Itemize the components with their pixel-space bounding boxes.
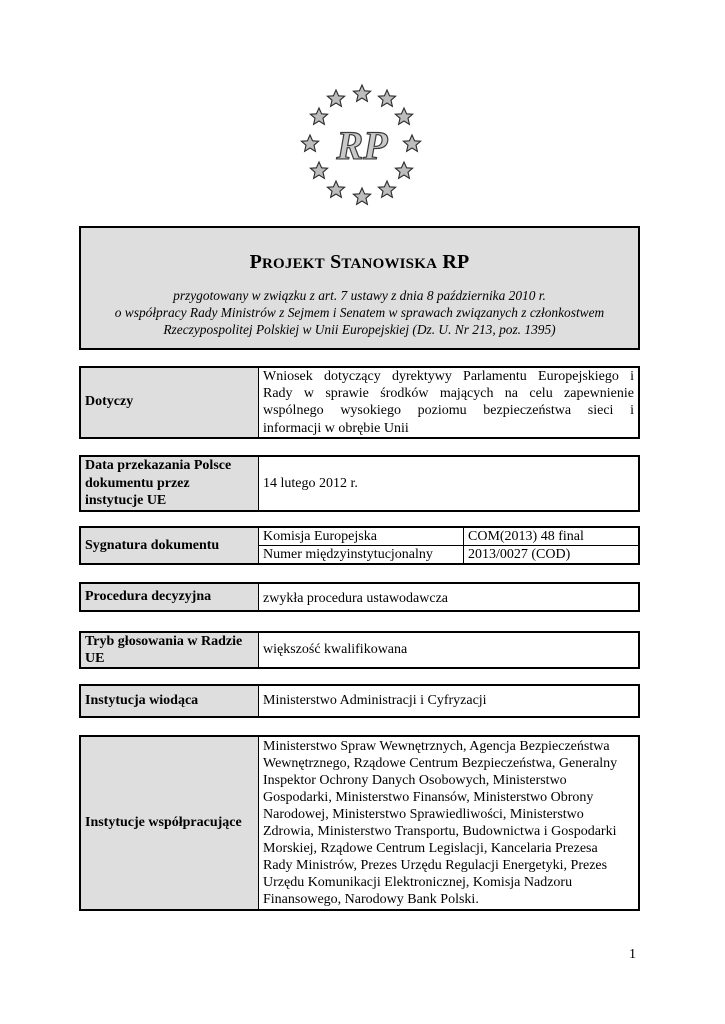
wiodaca-table — [79, 684, 640, 718]
wspolpracujace-label: Instytucje współpracujące — [80, 736, 259, 910]
wspolpracujace-line: Rady Ministrów, Prezes Urzędu Regulacji Energetyki, Prezes — [263, 858, 608, 873]
subtitle-line: o współpracy Rady Ministrów z Sejmem i Senatem w sprawach związanych z członkostwem — [114, 305, 605, 320]
procedura-table — [79, 582, 640, 612]
sygnatura-label: Sygnatura dokumentu — [80, 527, 259, 564]
tryb-value: większość kwalifikowana — [259, 632, 640, 668]
wspolpracujace-table — [79, 735, 640, 911]
wspolpracujace-line: Narodowej, Ministerstwo Sprawiedliwości, Ministerstwo — [263, 807, 584, 822]
dotyczy-value: Wniosek dotyczący dyrektywy Parlamentu Europejskiego i Rady w sprawie środków mających na celu zapewnienie wspólnego wysokiego poziomu bezpieczeństwa sieci i informacji w obrębie Unii — [259, 367, 640, 438]
tryb-label: Tryb głosowania w Radzie UE — [80, 632, 259, 668]
document-title: PROJEKT STANOWISKA RP — [249, 251, 470, 273]
dotyczy-table — [79, 366, 640, 439]
wspolpracujace-line: Inspektor Ochrony Danych Osobowych, Ministerstwo — [263, 773, 567, 788]
title-box — [79, 226, 640, 350]
tryb-table — [79, 631, 640, 669]
wspolpracujace-line: Finansowego, Narodowy Bank Polski. — [263, 892, 479, 907]
rp-logo — [292, 83, 432, 213]
procedura-value: zwykła procedura ustawodawcza — [259, 583, 640, 611]
sygnatura-interinst-label: Numer międzyinstytucjonalny — [259, 546, 464, 565]
wspolpracujace-line: Urzędu Komunikacji Elektronicznej, Komisja Nadzoru — [263, 875, 573, 890]
logo-text: RP — [336, 123, 388, 168]
sygnatura-cod-number: 2013/0027 (COD) — [464, 546, 640, 565]
wspolpracujace-line: Gospodarki, Ministerstwo Finansów, Ministerstwo Obrony — [263, 790, 594, 805]
sygnatura-table — [79, 526, 640, 565]
page-number: 1 — [629, 947, 636, 962]
wspolpracujace-line: Zdrowia, Ministerstwo Transportu, Budownictwa i Gospodarki — [263, 824, 617, 839]
sygnatura-com-number: COM(2013) 48 final — [464, 527, 640, 546]
wspolpracujace-value — [259, 736, 640, 910]
procedura-label: Procedura decyzyjna — [80, 583, 259, 611]
subtitle-line: przygotowany w związku z art. 7 ustawy z dnia 8 października 2010 r. — [173, 288, 546, 303]
sygnatura-institution: Komisja Europejska — [259, 527, 464, 546]
wiodaca-label: Instytucja wiodąca — [80, 685, 259, 717]
data-przekazania-label: Data przekazania Polsce dokumentu przez instytucje UE — [80, 456, 259, 511]
subtitle-line: Rzeczypospolitej Polskiej w Unii Europejskiej (Dz. U. Nr 213, poz. 1395) — [163, 322, 556, 337]
data-przekazania-table — [79, 455, 640, 512]
wspolpracujace-line: Wewnętrznego, Rządowe Centrum Bezpieczeństwa, Generalny — [263, 756, 618, 771]
wiodaca-value: Ministerstwo Administracji i Cyfryzacji — [259, 685, 640, 717]
data-przekazania-value: 14 lutego 2012 r. — [259, 456, 640, 511]
dotyczy-label: Dotyczy — [80, 367, 259, 438]
wspolpracujace-line: Morskiej, Rządowe Centrum Legislacji, Kancelaria Prezesa — [263, 841, 598, 856]
wspolpracujace-line: Ministerstwo Spraw Wewnętrznych, Agencja Bezpieczeństwa — [263, 739, 610, 754]
document-subtitle — [81, 287, 638, 338]
